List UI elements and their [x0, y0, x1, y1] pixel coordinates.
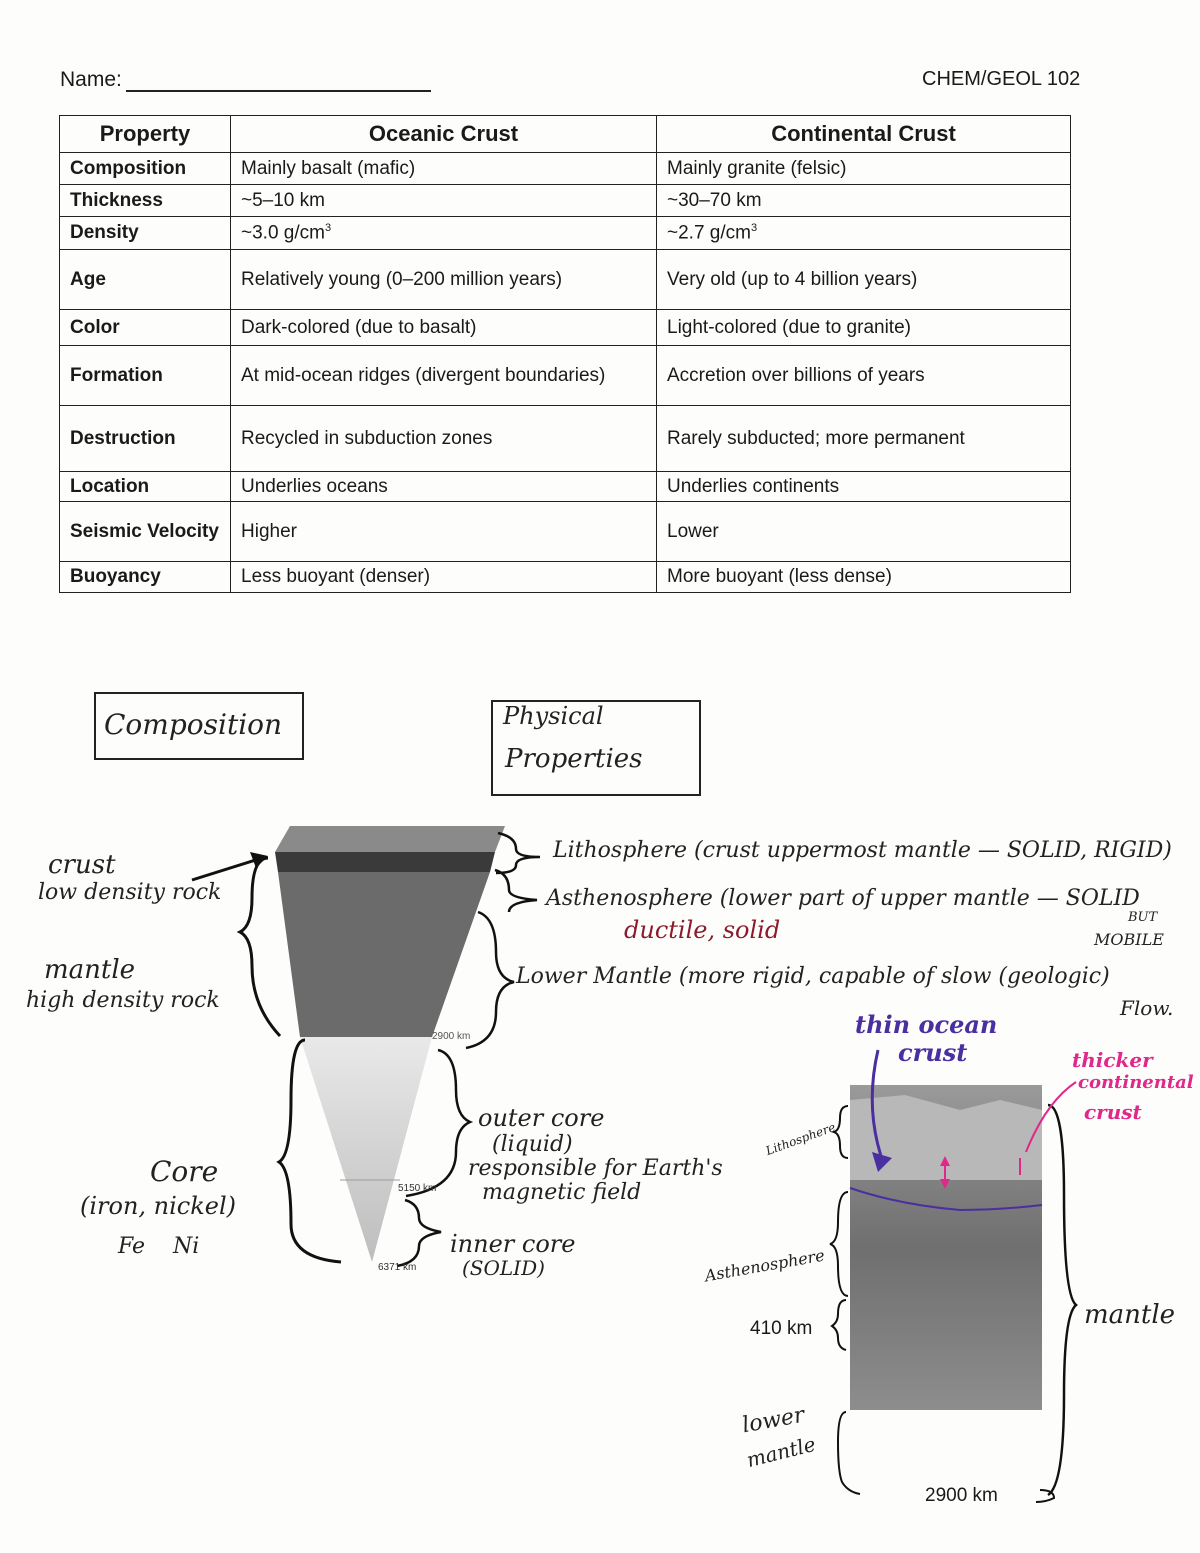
block-asthenosphere-label: Asthenosphere	[703, 1245, 826, 1286]
row-property: Color	[60, 310, 231, 346]
thicker-crust-label-3: crust	[1084, 1100, 1142, 1124]
physical-label-2: Properties	[505, 744, 643, 774]
row-continental: ~30–70 km	[657, 185, 1071, 217]
depth-6371: 6371 km	[378, 1262, 417, 1273]
outer-core-role-2: magnetic field	[482, 1180, 642, 1205]
header-oceanic: Oceanic Crust	[231, 116, 657, 153]
depth-2900: 2900 km	[432, 1031, 471, 1042]
row-oceanic: At mid-ocean ridges (divergent boundaries)	[231, 346, 657, 406]
asthenosphere-label: Asthenosphere (lower part of upper mantle — SOLID	[546, 886, 1140, 911]
row-continental: Underlies continents	[657, 472, 1071, 502]
block-410km: 410 km	[750, 1318, 813, 1339]
asthenosphere-but: BUT	[1128, 910, 1158, 925]
mantle-label: mantle	[44, 955, 136, 985]
core-desc: (iron, nickel)	[80, 1192, 237, 1220]
row-property: Formation	[60, 346, 231, 406]
row-continental: Rarely subducted; more permanent	[657, 406, 1071, 472]
core-symbols: Fe Ni	[118, 1234, 200, 1259]
ductile-label: ductile, solid	[624, 916, 781, 944]
composition-label: Composition	[104, 708, 283, 741]
row-oceanic: Underlies oceans	[231, 472, 657, 502]
outer-core-label: outer core	[478, 1104, 605, 1132]
block-lower-mantle-2: mantle	[744, 1431, 818, 1473]
course-code: CHEM/GEOL 102	[922, 68, 1081, 90]
name-label: Name:	[60, 68, 122, 91]
row-continental: Lower	[657, 502, 1071, 562]
row-continental: Accretion over billions of years	[657, 346, 1071, 406]
thin-ocean-crust-label: thin ocean	[855, 1010, 998, 1039]
row-property: Thickness	[60, 185, 231, 217]
core-label: Core	[150, 1155, 219, 1188]
row-continental: ~2.7 $g/cm^3$	[657, 217, 1071, 250]
row-continental: Mainly granite (felsic)	[657, 153, 1071, 185]
block-2900km: 2900 km	[925, 1485, 998, 1506]
thin-ocean-crust-label-2: crust	[898, 1038, 968, 1067]
row-oceanic: ~3.0 $g/cm^3$	[231, 217, 657, 250]
asthenosphere-mobile: MOBILE	[1094, 930, 1164, 949]
row-property: Age	[60, 250, 231, 310]
row-oceanic: Recycled in subduction zones	[231, 406, 657, 472]
outer-core-state: (liquid)	[492, 1132, 573, 1157]
row-continental: Very old (up to 4 billion years)	[657, 250, 1071, 310]
crust-desc: low density rock	[38, 880, 222, 905]
row-oceanic: Less buoyant (denser)	[231, 562, 657, 593]
row-oceanic: Mainly basalt (mafic)	[231, 153, 657, 185]
wedge-top-face	[275, 826, 505, 852]
wedge-mantle	[278, 872, 490, 1037]
thicker-crust-label-2: continental	[1078, 1072, 1194, 1093]
lithosphere-label: Lithosphere (crust uppermost mantle — SOLID, RIGID)	[553, 838, 1172, 863]
flow-label: Flow.	[1120, 996, 1174, 1020]
inner-core-label: inner core	[450, 1230, 576, 1258]
row-property: Destruction	[60, 406, 231, 472]
row-property: Density	[60, 217, 231, 250]
row-continental: Light-colored (due to granite)	[657, 310, 1071, 346]
row-oceanic: Higher	[231, 502, 657, 562]
outer-core-role-1: responsible for Earth's	[468, 1156, 723, 1181]
wedge-core	[300, 1037, 432, 1262]
thicker-crust-label: thicker	[1072, 1048, 1153, 1072]
physical-label-1: Physical	[503, 702, 604, 730]
mantle-desc: high density rock	[26, 988, 220, 1013]
row-property: Buoyancy	[60, 562, 231, 593]
header-continental: Continental Crust	[657, 116, 1071, 153]
header-property: Property	[60, 116, 231, 153]
row-property: Location	[60, 472, 231, 502]
block-lower-mantle-1: lower	[740, 1402, 807, 1439]
row-property: Composition	[60, 153, 231, 185]
row-oceanic: ~5–10 km	[231, 185, 657, 217]
row-property: Seismic Velocity	[60, 502, 231, 562]
row-oceanic: Relatively young (0–200 million years)	[231, 250, 657, 310]
block-lithosphere-label: Lithosphere	[763, 1119, 838, 1159]
depth-5150: 5150 km	[398, 1183, 437, 1194]
inner-core-state: (SOLID)	[462, 1256, 545, 1280]
row-oceanic: Dark-colored (due to basalt)	[231, 310, 657, 346]
block-mantle-label: mantle	[1084, 1300, 1176, 1330]
wedge-crust	[275, 852, 495, 872]
lower-mantle-label: Lower Mantle (more rigid, capable of slow (geologic)	[516, 964, 1110, 989]
row-continental: More buoyant (less dense)	[657, 562, 1071, 593]
crust-label: crust	[48, 850, 116, 880]
